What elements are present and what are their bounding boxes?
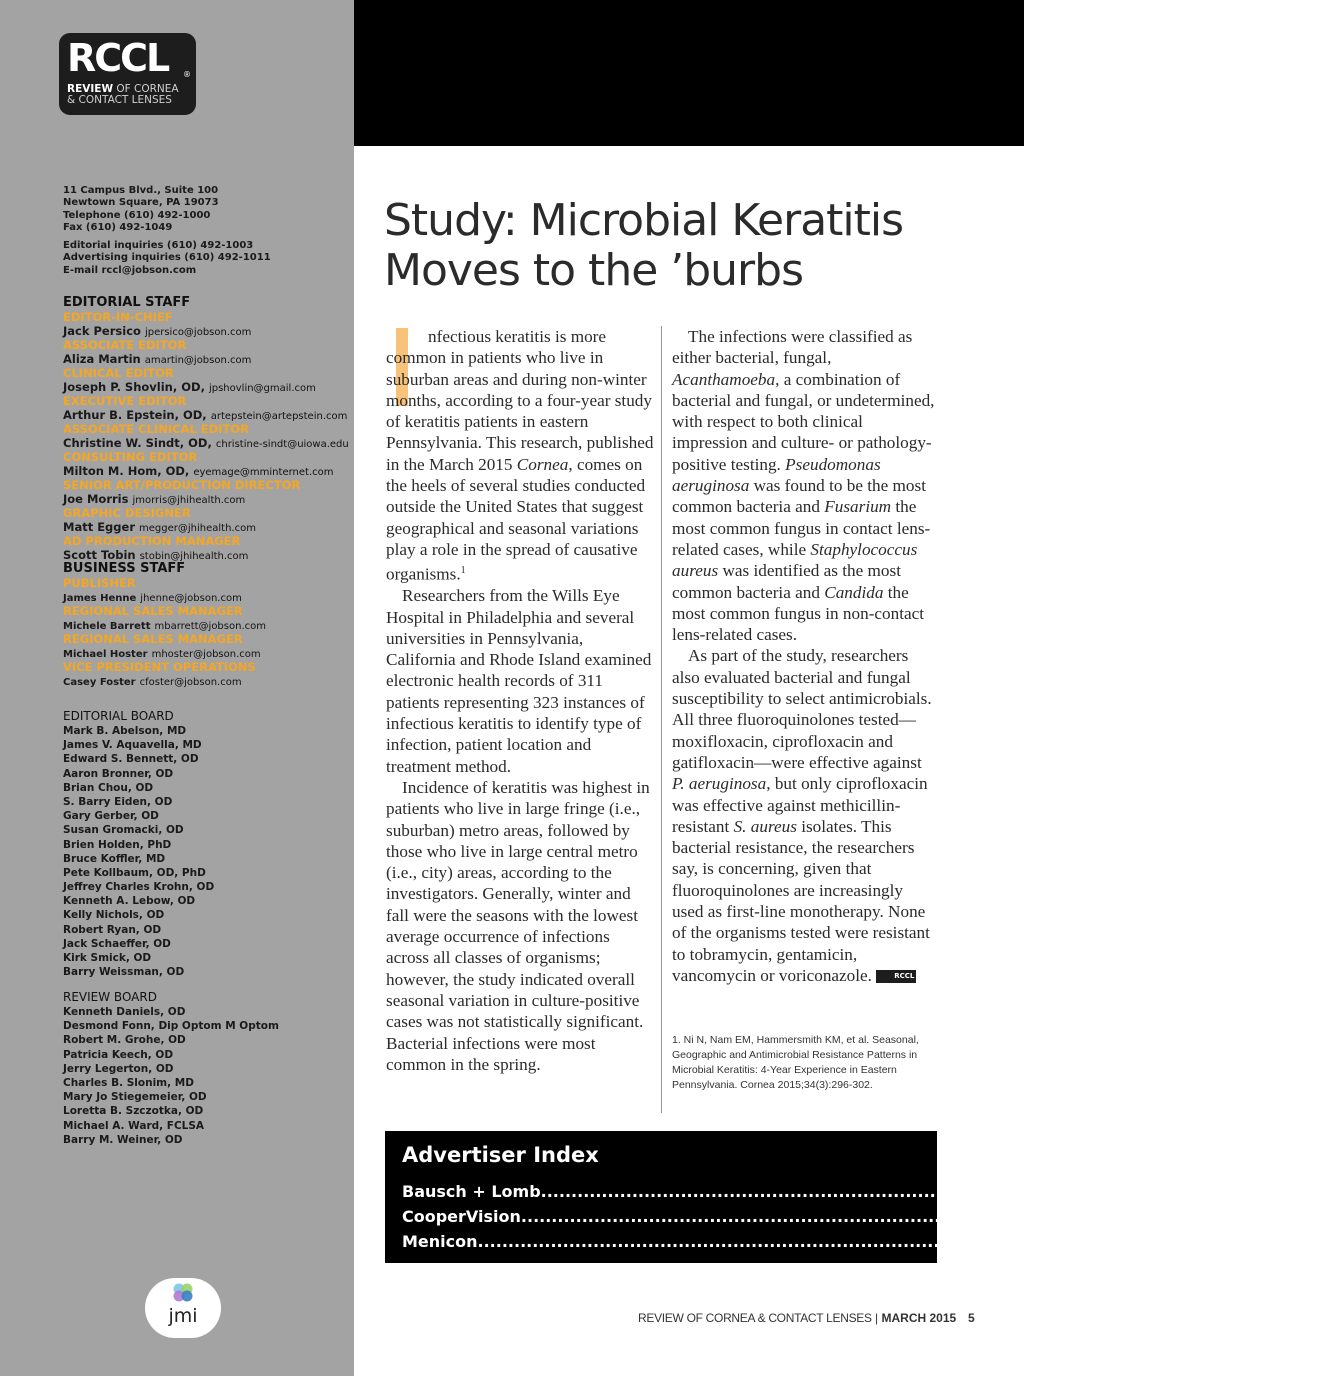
advertiser-name: Bausch + Lomb: [402, 1182, 541, 1201]
board-member: Mary Jo Stiegemeier, OD: [63, 1091, 207, 1104]
editorial-board: [63, 709, 353, 979]
staff-role: CONSULTING EDITOR: [63, 450, 198, 464]
advertiser-page: Cover 2, Cover 3: [1189, 1207, 1338, 1226]
board-member: Jerry Legerton, OD: [63, 1062, 174, 1075]
article-paragraph: [386, 326, 654, 585]
text-run: was found to be the most common bacteria and: [672, 476, 926, 517]
staff-email: mbarrett@jobson.com: [154, 621, 266, 632]
article-column-2: [672, 326, 937, 986]
top-black-bar: [354, 0, 1024, 146]
staff-role: CLINICAL EDITOR: [63, 366, 174, 380]
staff-role: PUBLISHER: [63, 576, 136, 590]
footer-separator: |: [871, 1311, 882, 1325]
leader-dots: ..............................................................................................................: [540, 1182, 1210, 1201]
logo-registered: ®: [183, 70, 191, 79]
footer-magazine: REVIEW OF CORNEA & CONTACT LENSES: [638, 1311, 872, 1325]
advertiser-name: Menicon: [402, 1232, 478, 1251]
text-run: As part of the study, researchers also evaluated bacterial and fungal susceptibility to select antimicrobials. All three fluoroquinolones tested—moxifloxacin, ciprofloxacin and gatifloxacin—were effective against: [672, 646, 932, 772]
staff-name: Christine W. Sindt, OD,: [63, 436, 212, 450]
title-line: Study: Microbial Keratitis: [384, 195, 904, 246]
staff-email: artepstein@artepstein.com: [210, 411, 348, 422]
text-run: , but only ciprofloxacin was effective against methicillin-resistant: [672, 774, 928, 836]
address-block: [63, 185, 219, 235]
title-line: Moves to the ’burbs: [384, 245, 804, 296]
logo-of-cornea: OF CORNEA: [113, 83, 179, 95]
advertiser-index-heading: Advertiser Index: [402, 1143, 599, 1167]
board-member: S. Barry Eiden, OD: [63, 795, 173, 808]
staff-email: jpersico@jobson.com: [144, 327, 252, 338]
article-column-1: [386, 326, 654, 1075]
address-line: Newtown Square, PA 19073: [63, 197, 219, 209]
board-member: Pete Kollbaum, OD, PhD: [63, 866, 206, 879]
board-member: Barry M. Weiner, OD: [63, 1133, 183, 1146]
advertiser-index: [385, 1131, 1338, 1263]
staff-email: jmorris@jhihealth.com: [132, 495, 246, 506]
staff-role: ASSOCIATE EDITOR: [63, 338, 187, 352]
address-line: 11 Campus Blvd., Suite 100: [63, 185, 219, 196]
staff-name: Michael Hoster: [63, 649, 148, 660]
board-member: Michael A. Ward, FCLSA: [63, 1119, 205, 1132]
staff-name: Milton M. Hom, OD,: [63, 464, 190, 478]
board-member: Mark B. Abelson, MD: [63, 725, 187, 737]
organism-name: Staphylococcus aureus: [672, 539, 918, 581]
board-member: Edward S. Bennett, OD: [63, 753, 199, 766]
staff-role: REGIONAL SALES MANAGER: [63, 632, 243, 646]
text-run: isolates. This bacterial resistance, the researchers say, is concerning, given that fluoroquinolones are increasingly used as first-line monotherapy. None of the organisms tested were resistant to tobramycin, gentamicin, vancomycin or voriconazole.: [672, 816, 930, 985]
board-member: Kelly Nichols, OD: [63, 909, 165, 922]
staff-role: ASSOCIATE CLINICAL EDITOR: [63, 422, 249, 436]
advertiser-entry: [402, 1179, 1282, 1204]
staff-email: eyemage@mminternet.com: [193, 467, 334, 478]
staff-name: Casey Foster: [63, 677, 136, 688]
staff-name: Joseph P. Shovlin, OD,: [63, 380, 205, 394]
board-member: Kenneth A. Lebow, OD: [63, 895, 196, 908]
leader-dots: ..............................................................................................................: [477, 1232, 1147, 1251]
board-member: Jeffrey Charles Krohn, OD: [63, 881, 215, 894]
advertiser-name: CooperVision: [402, 1207, 521, 1226]
end-mark-icon: RCCL: [876, 970, 916, 983]
staff-email: mhoster@jobson.com: [151, 649, 261, 660]
advertiser-page: Cover 4: [1146, 1232, 1215, 1251]
page-footer: [638, 1311, 978, 1325]
jmi-logo: [145, 1278, 221, 1338]
text-run: , comes on the heels of several studies conducted outside the United States that suggest geographical and seasonal variations play a role in the spread of causative organisms.: [386, 454, 646, 584]
staff-role: AD PRODUCTION MANAGER: [63, 534, 241, 548]
board-member: Gary Gerber, OD: [63, 810, 159, 823]
text-run: the most common fungus in non-contact lens-related cases.: [672, 582, 925, 645]
board-member: Aaron Bronner, OD: [63, 767, 174, 780]
staff-entry: [63, 492, 353, 506]
board-member: Kirk Smick, OD: [63, 952, 152, 964]
logo-subtitle: [67, 84, 195, 106]
staff-name: Joe Morris: [63, 492, 129, 506]
logo-brand: RCCL: [67, 36, 169, 80]
staff-email: christine-sindt@uiowa.edu: [215, 439, 349, 450]
staff-email: megger@jhihealth.com: [139, 523, 256, 534]
board-member: Brien Holden, PhD: [63, 838, 172, 851]
advertiser-page: Page 22: [1209, 1182, 1282, 1201]
footer-date: MARCH 2015: [881, 1311, 957, 1325]
staff-entry: [63, 436, 353, 450]
reference-note: 1. Ni N, Nam EM, Hammersmith KM, et al. Seasonal, Geographic and Antimicrobial Resistance Patterns in Microbial Keratitis: 4-Year Experience in Eastern Pennsylvania. Cornea 2015;34(3):296-302.: [672, 1034, 919, 1091]
staff-email: stobin@jhihealth.com: [139, 551, 249, 562]
staff-name: Matt Egger: [63, 520, 135, 534]
organism-name: Pseudomonas aeruginosa: [672, 454, 881, 496]
organism-name: Acanthamoeba: [672, 369, 776, 389]
staff-name: Arthur B. Epstein, OD,: [63, 408, 207, 422]
journal-name: Cornea: [516, 454, 569, 474]
staff-entry: [63, 548, 353, 562]
staff-role: REGIONAL SALES MANAGER: [63, 604, 243, 618]
editorial-staff-heading: EDITORIAL STAFF: [63, 295, 191, 310]
staff-entry: [63, 324, 353, 338]
staff-entry: [63, 674, 353, 688]
board-member: Loretta B. Szczotka, OD: [63, 1105, 204, 1118]
board-member: Robert Ryan, OD: [63, 923, 162, 936]
board-member: Barry Weissman, OD: [63, 966, 185, 979]
staff-email: cfoster@jobson.com: [139, 677, 242, 688]
organism-name: Candida: [824, 582, 884, 602]
editorial-board-heading: EDITORIAL BOARD: [63, 709, 174, 723]
logo-contact-lenses: & CONTACT LENSES: [67, 94, 172, 106]
board-member: Robert M. Grohe, OD: [63, 1034, 186, 1047]
board-member: Kenneth Daniels, OD: [63, 1006, 186, 1018]
text-run: , a combination of bacterial and fungal, or undetermined, with respect to both clinical impression and culture- or pathology-positive testing.: [672, 369, 935, 474]
logo-review: REVIEW: [67, 83, 114, 95]
review-board-heading: REVIEW BOARD: [63, 990, 157, 1004]
staff-list: [63, 296, 353, 688]
staff-name: Aliza Martin: [63, 352, 141, 366]
staff-role: SENIOR ART/PRODUCTION DIRECTOR: [63, 478, 301, 492]
staff-name: James Henne: [63, 593, 137, 604]
article-title: [384, 196, 1004, 296]
inquiry-line: Advertising inquiries (610) 492-1011: [63, 252, 271, 264]
staff-name: Jack Persico: [63, 324, 141, 338]
jmi-text: jmi: [168, 1305, 198, 1327]
text-run: the most common fungus in contact lens-related cases, while: [672, 497, 931, 559]
text-run: nfectious keratitis is more common in patients who live in suburban areas and during non-winter months, according to a four-year study of keratitis patients in eastern Pennsylvania. This research, published in the March 2015: [386, 327, 654, 474]
address-line: Telephone (610) 492-1000: [63, 209, 211, 221]
staff-name: Scott Tobin: [63, 548, 136, 562]
staff-entry: [63, 590, 353, 604]
organism-name: S. aureus: [733, 816, 797, 836]
board-member: Susan Gromacki, OD: [63, 824, 184, 837]
leader-dots: ..............................................................................................................: [520, 1207, 1190, 1226]
board-member: James V. Aquavella, MD: [63, 739, 202, 752]
inquiry-line: Editorial inquiries (610) 492-1003: [63, 240, 254, 251]
article-paragraph: [672, 326, 937, 645]
business-staff-heading: BUSINESS STAFF: [63, 561, 186, 576]
article-paragraph: Researchers from the Wills Eye Hospital in Philadelphia and several universities in Pennsylvania, California and Rhode Island examined electronic health records of 311 patients representing 323 instances of infectious keratitis to identify type of infection, patient location and treatment method.: [386, 586, 652, 776]
staff-entry: [63, 464, 353, 478]
article-paragraph: Incidence of keratitis was highest in patients who live in large fringe (i.e., suburban) metro areas, followed by those who live in large central metro (i.e., city) areas, according to the investigators. Generally, winter and fall were the seasons with the lowest average occurrence of infections across all classes of organisms; however, the study indicated overall seasonal variation in culture-positive cases was not statistically significant. Bacterial infections were most common in the spring.: [386, 777, 650, 1074]
organism-name: Fusarium: [824, 497, 892, 517]
staff-role: GRAPHIC DESIGNER: [63, 506, 191, 520]
board-member: Patricia Keech, OD: [63, 1048, 174, 1061]
staff-entry: [63, 520, 353, 534]
staff-entry: [63, 408, 353, 422]
jmi-flower-icon: [170, 1281, 196, 1307]
inquiry-line: E-mail rccl@jobson.com: [63, 264, 197, 276]
staff-name: Michele Barrett: [63, 621, 151, 632]
inquiries-block: [63, 240, 271, 277]
staff-entry: [63, 380, 353, 394]
staff-role: EXECUTIVE EDITOR: [63, 394, 187, 408]
board-member: Bruce Koffler, MD: [63, 852, 166, 865]
address-line: Fax (610) 492-1049: [63, 222, 173, 234]
text-run: The infections were classified as either bacterial, fungal,: [672, 327, 913, 368]
footnote-ref: 1: [460, 565, 466, 577]
staff-entry: [63, 352, 353, 366]
board-member: Jack Schaeffer, OD: [63, 937, 171, 950]
staff-entry: [63, 618, 353, 632]
staff-email: amartin@jobson.com: [144, 355, 252, 366]
staff-entry: [63, 646, 353, 660]
text-run: was identified as the most common bacteria and: [672, 561, 901, 602]
board-member: Desmond Fonn, Dip Optom M Optom: [63, 1020, 279, 1033]
organism-name: P. aeruginosa: [672, 774, 767, 794]
column-rule: [661, 326, 662, 1113]
staff-role: EDITOR-IN-CHIEF: [63, 310, 173, 324]
board-member: Brian Chou, OD: [63, 781, 154, 794]
article-paragraph: [672, 645, 937, 986]
staff-email: jpshovlin@gmail.com: [208, 383, 316, 394]
staff-role: VICE PRESIDENT OPERATIONS: [63, 660, 256, 674]
advertiser-entry: [402, 1229, 1215, 1254]
page-number: 5: [968, 1311, 975, 1325]
rccl-logo: [59, 33, 196, 115]
review-board: [63, 990, 353, 1147]
staff-email: jhenne@jobson.com: [140, 593, 242, 604]
board-member: Charles B. Slonim, MD: [63, 1076, 194, 1089]
advertiser-entry: [402, 1204, 1338, 1229]
